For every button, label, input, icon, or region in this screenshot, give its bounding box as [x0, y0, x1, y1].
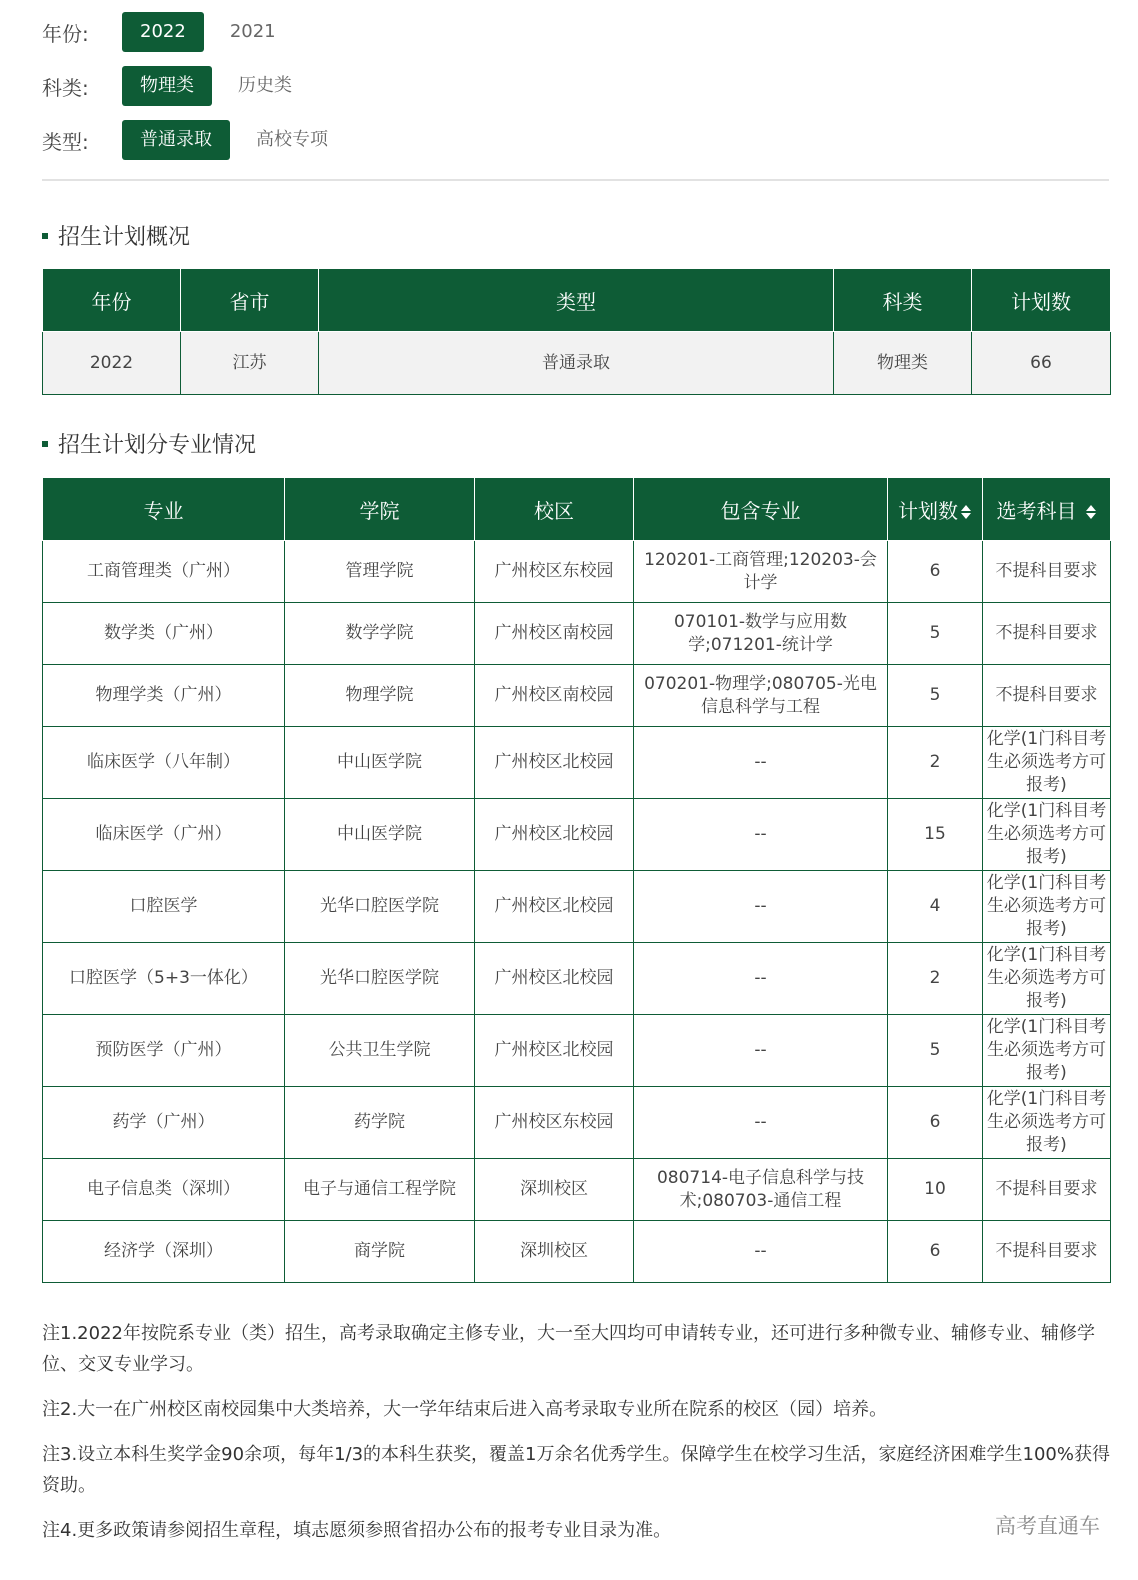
major-included: --: [634, 943, 888, 1015]
major-subjects: 不提科目要求: [983, 541, 1111, 603]
subject-physics-chip[interactable]: 物理类: [122, 66, 212, 106]
major-college: 商学院: [285, 1221, 475, 1283]
year-2021-chip[interactable]: 2021: [229, 21, 276, 42]
overview-table: [42, 268, 1111, 395]
major-included: 070101-数学与应用数学;071201-统计学: [634, 603, 888, 665]
major-included: --: [634, 799, 888, 871]
major-campus: 广州校区南校园: [475, 603, 634, 665]
major-college: 管理学院: [285, 541, 475, 603]
notes: [42, 1318, 1112, 1560]
major-name: 工商管理类（广州）: [43, 541, 285, 603]
majors-title: 招生计划分专业情况: [58, 433, 257, 458]
overview-header-type: 类型: [319, 269, 834, 332]
majors-header-subjects[interactable]: [983, 478, 1111, 541]
section-bullet-icon: [42, 441, 48, 447]
major-college: 药学院: [285, 1087, 475, 1159]
major-included: 120201-工商管理;120203-会计学: [634, 541, 888, 603]
majors-header-campus: 校区: [475, 478, 634, 541]
major-campus: 广州校区南校园: [475, 665, 634, 727]
major-campus: 广州校区北校园: [475, 799, 634, 871]
major-name: 数学类（广州）: [43, 603, 285, 665]
major-campus: 深圳校区: [475, 1159, 634, 1221]
majors-header-included: 包含专业: [634, 478, 888, 541]
majors-header-subjects-label: 选考科目: [996, 498, 1077, 523]
major-subjects: 化学(1门科目考生必须选考方可报考): [983, 727, 1111, 799]
major-name: 经济学（深圳）: [43, 1221, 285, 1283]
major-campus: 广州校区北校园: [475, 1015, 634, 1087]
filter-subject: [42, 66, 318, 106]
major-plan: 5: [888, 1015, 983, 1087]
major-plan: 15: [888, 799, 983, 871]
major-included: --: [634, 871, 888, 943]
major-name: 电子信息类（深圳）: [43, 1159, 285, 1221]
major-plan: 4: [888, 871, 983, 943]
majors-table: [42, 477, 1111, 1283]
overview-header-row: [43, 269, 1111, 332]
table-row: [43, 665, 1111, 727]
major-subjects: 化学(1门科目考生必须选考方可报考): [983, 799, 1111, 871]
major-campus: 广州校区东校园: [475, 541, 634, 603]
major-included: --: [634, 727, 888, 799]
overview-section-title: [42, 220, 190, 251]
major-subjects: 化学(1门科目考生必须选考方可报考): [983, 1015, 1111, 1087]
table-row: [43, 1159, 1111, 1221]
major-college: 数学学院: [285, 603, 475, 665]
majors-header-major: 专业: [43, 478, 285, 541]
major-name: 药学（广州）: [43, 1087, 285, 1159]
major-name: 口腔医学: [43, 871, 285, 943]
overview-title: 招生计划概况: [58, 225, 191, 250]
overview-header-province: 省市: [181, 269, 319, 332]
note-1: 注1.2022年按院系专业（类）招生，高考录取确定主修专业，大一至大四均可申请转专业，还可进行多种微专业、辅修专业、辅修学位、交叉专业学习。: [42, 1323, 1095, 1375]
year-2022-chip[interactable]: 2022: [122, 12, 204, 52]
overview-header-plan: 计划数: [972, 269, 1111, 332]
major-included: --: [634, 1087, 888, 1159]
major-campus: 深圳校区: [475, 1221, 634, 1283]
major-subjects: 化学(1门科目考生必须选考方可报考): [983, 871, 1111, 943]
type-regular-chip[interactable]: 普通录取: [122, 120, 230, 160]
major-name: 临床医学（八年制）: [43, 727, 285, 799]
filter-year: [42, 12, 302, 52]
major-college: 中山医学院: [285, 727, 475, 799]
note-2: 注2.大一在广州校区南校园集中大类培养，大一学年结束后进入高考录取专业所在院系的校区（园）培养。: [42, 1399, 888, 1420]
filter-type-label: 类型:: [42, 129, 89, 154]
major-campus: 广州校区北校园: [475, 727, 634, 799]
major-plan: 5: [888, 603, 983, 665]
overview-year: 2022: [43, 332, 181, 395]
overview-subject: 物理类: [834, 332, 972, 395]
major-name: 临床医学（广州）: [43, 799, 285, 871]
majors-table-body: [43, 541, 1111, 1283]
filter-subject-label: 科类:: [42, 75, 89, 100]
majors-header-college: 学院: [285, 478, 475, 541]
major-name: 预防医学（广州）: [43, 1015, 285, 1087]
table-row: [43, 943, 1111, 1015]
major-plan: 10: [888, 1159, 983, 1221]
major-campus: 广州校区东校园: [475, 1087, 634, 1159]
table-row: [43, 541, 1111, 603]
major-subjects: 不提科目要求: [983, 603, 1111, 665]
majors-header-plan-label: 计划数: [898, 498, 958, 523]
major-included: 080714-电子信息科学与技术;080703-通信工程: [634, 1159, 888, 1221]
overview-type: 普通录取: [319, 332, 834, 395]
major-campus: 广州校区北校园: [475, 943, 634, 1015]
major-college: 中山医学院: [285, 799, 475, 871]
major-plan: 2: [888, 727, 983, 799]
major-subjects: 不提科目要求: [983, 1221, 1111, 1283]
table-row: [43, 1015, 1111, 1087]
majors-header-plan[interactable]: [888, 478, 983, 541]
major-subjects: 不提科目要求: [983, 1159, 1111, 1221]
majors-header-row: [43, 478, 1111, 541]
major-plan: 5: [888, 665, 983, 727]
subject-history-chip[interactable]: 历史类: [238, 75, 292, 96]
sort-icon[interactable]: [1085, 504, 1097, 520]
major-subjects: 不提科目要求: [983, 665, 1111, 727]
major-college: 光华口腔医学院: [285, 871, 475, 943]
table-row: [43, 727, 1111, 799]
major-college: 光华口腔医学院: [285, 943, 475, 1015]
major-name: 物理学类（广州）: [43, 665, 285, 727]
major-college: 公共卫生学院: [285, 1015, 475, 1087]
type-special-chip[interactable]: 高校专项: [256, 129, 328, 150]
major-plan: 6: [888, 1087, 983, 1159]
filter-type: [42, 120, 354, 160]
filter-year-label: 年份:: [42, 21, 89, 46]
major-name: 口腔医学（5+3一体化）: [43, 943, 285, 1015]
table-row: [43, 799, 1111, 871]
major-plan: 2: [888, 943, 983, 1015]
overview-province: 江苏: [181, 332, 319, 395]
major-subjects: 化学(1门科目考生必须选考方可报考): [983, 943, 1111, 1015]
divider: [42, 179, 1109, 181]
table-row: [43, 1221, 1111, 1283]
major-plan: 6: [888, 541, 983, 603]
majors-section-title: [42, 428, 256, 459]
watermark: 高考直通车: [995, 1514, 1100, 1538]
major-included: --: [634, 1015, 888, 1087]
major-subjects: 化学(1门科目考生必须选考方可报考): [983, 1087, 1111, 1159]
section-bullet-icon: [42, 233, 48, 239]
note-3: 注3.设立本科生奖学金90余项，每年1/3的本科生获奖，覆盖1万余名优秀学生。保障学生在校学习生活，家庭经济困难学生100%获得资助。: [42, 1444, 1110, 1496]
table-row: [43, 1087, 1111, 1159]
overview-header-year: 年份: [43, 269, 181, 332]
table-row: [43, 603, 1111, 665]
table-row: [43, 871, 1111, 943]
major-college: 电子与通信工程学院: [285, 1159, 475, 1221]
major-college: 物理学院: [285, 665, 475, 727]
major-plan: 6: [888, 1221, 983, 1283]
note-4: 注4.更多政策请参阅招生章程，填志愿须参照省招办公布的报考专业目录为准。: [42, 1520, 672, 1541]
overview-plan: 66: [972, 332, 1111, 395]
major-included: 070201-物理学;080705-光电信息科学与工程: [634, 665, 888, 727]
overview-header-subject: 科类: [834, 269, 972, 332]
major-campus: 广州校区北校园: [475, 871, 634, 943]
sort-icon[interactable]: [960, 504, 972, 520]
table-row: [43, 332, 1111, 395]
major-included: --: [634, 1221, 888, 1283]
